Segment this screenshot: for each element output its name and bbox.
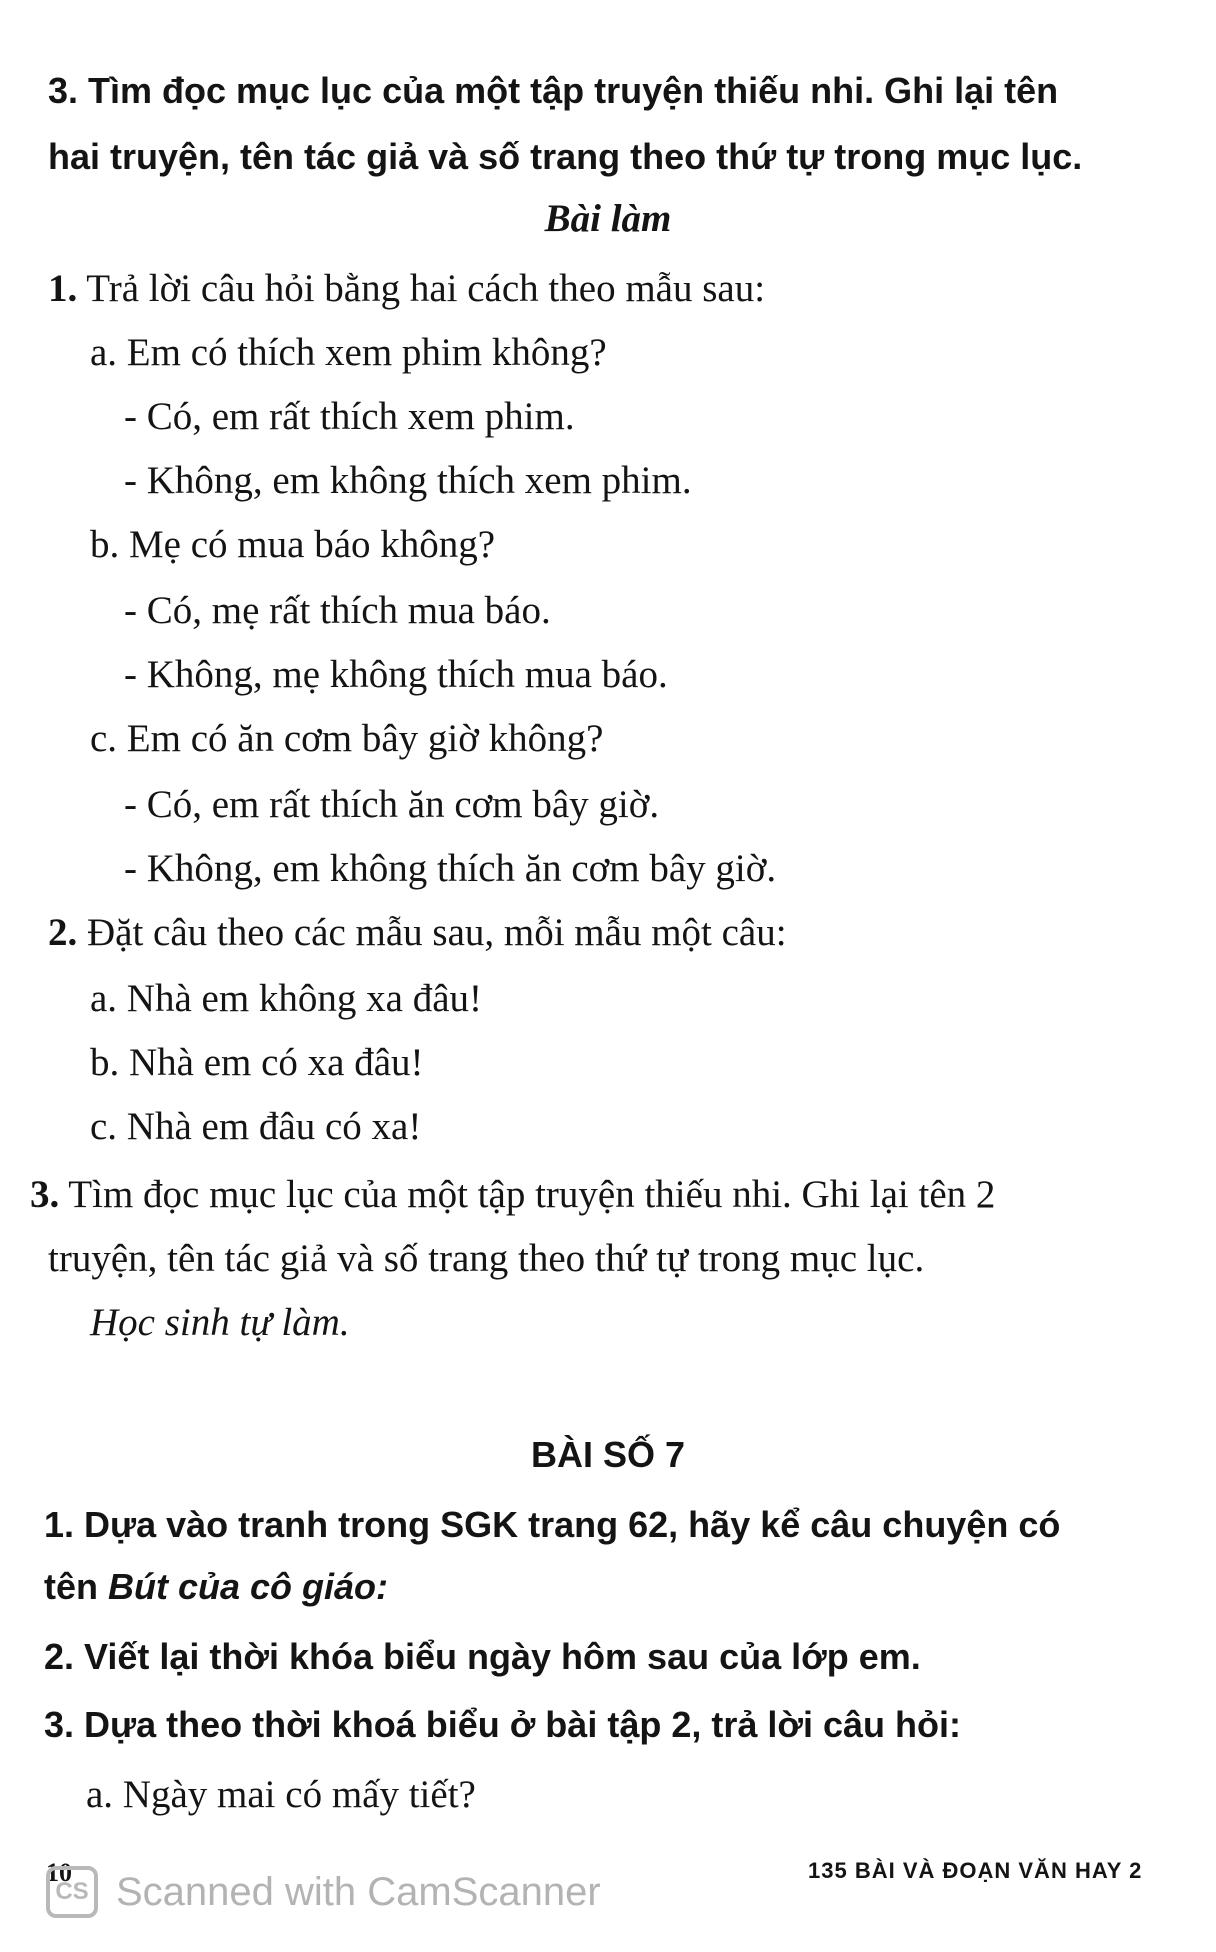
answer-q2c: c. Nhà em đâu có xa! [90, 1105, 422, 1148]
lesson-7-q1-line-2 [44, 1566, 388, 1608]
lesson-7-q2: 2. Viết lại thời khóa biểu ngày hôm sau của lớp em. [44, 1636, 921, 1677]
lesson-7-q1-line-1: 1. Dựa vào tranh trong SGK trang 62, hãy kể câu chuyện có [44, 1504, 1061, 1545]
camscanner-text: Scanned with CamScanner [116, 1869, 601, 1914]
answer-q1b-no: - Không, mẹ không thích mua báo. [124, 653, 668, 696]
camscanner-logo-icon: CS [46, 1866, 98, 1918]
answer-q1-number: 1. [48, 267, 78, 310]
answer-q1b: b. Mẹ có mua báo không? [90, 523, 496, 566]
answer-q1a-yes: - Có, em rất thích xem phim. [124, 395, 575, 438]
answer-q1b-yes: - Có, mẹ rất thích mua báo. [124, 589, 551, 632]
answer-q1a-no: - Không, em không thích xem phim. [124, 459, 692, 502]
lesson-7-story-title: Bút của cô giáo: [108, 1566, 389, 1607]
answer-q3-line-1 [30, 1172, 995, 1217]
answer-q1-text: Trả lời câu hỏi bằng hai cách theo mẫu sau: [86, 267, 766, 310]
answer-heading: Bài làm [544, 197, 672, 240]
answer-q2a: a. Nhà em không xa đâu! [90, 977, 483, 1020]
answer-q3-note: Học sinh tự làm. [90, 1301, 350, 1344]
answer-q2-title [48, 910, 787, 955]
answer-q3-line-2: truyện, tên tác giả và số trang theo thứ tự trong mục lục. [48, 1237, 925, 1280]
lesson-7-q3a: a. Ngày mai có mấy tiết? [86, 1773, 476, 1816]
answer-q2-number: 2. [48, 911, 78, 954]
top-question-3-line-2: hai truyện, tên tác giả và số trang theo thứ tự trong mục lục. [48, 136, 1083, 177]
answer-q2-text: Đặt câu theo các mẫu sau, mỗi mẫu một câu: [87, 911, 787, 954]
page-number: 10 [46, 1858, 72, 1887]
top-question-3-line-1: 3. Tìm đọc mục lục của một tập truyện thiếu nhi. Ghi lại tên [48, 70, 1059, 111]
answer-q1a: a. Em có thích xem phim không? [90, 331, 607, 374]
lesson-7-q1-prefix: tên [44, 1566, 109, 1607]
lesson-7-q3: 3. Dựa theo thời khoá biểu ở bài tập 2, trả lời câu hỏi: [44, 1704, 961, 1745]
answer-q1c-no: - Không, em không thích ăn cơm bây giờ. [124, 847, 777, 890]
camscanner-watermark [46, 1862, 601, 1922]
answer-q3-number: 3. [30, 1173, 60, 1216]
book-title-footer: 135 BÀI VÀ ĐOẠN VĂN HAY 2 [808, 1858, 1143, 1883]
answer-q2b: b. Nhà em có xa đâu! [90, 1041, 424, 1084]
answer-q1c: c. Em có ăn cơm bây giờ không? [90, 717, 604, 760]
lesson-7-heading: BÀI SỐ 7 [530, 1434, 686, 1475]
answer-q3-text: Tìm đọc mục lục của một tập truyện thiếu nhi. Ghi lại tên 2 [68, 1173, 996, 1216]
answer-q1-title [48, 266, 765, 311]
answer-q1c-yes: - Có, em rất thích ăn cơm bây giờ. [124, 783, 660, 826]
